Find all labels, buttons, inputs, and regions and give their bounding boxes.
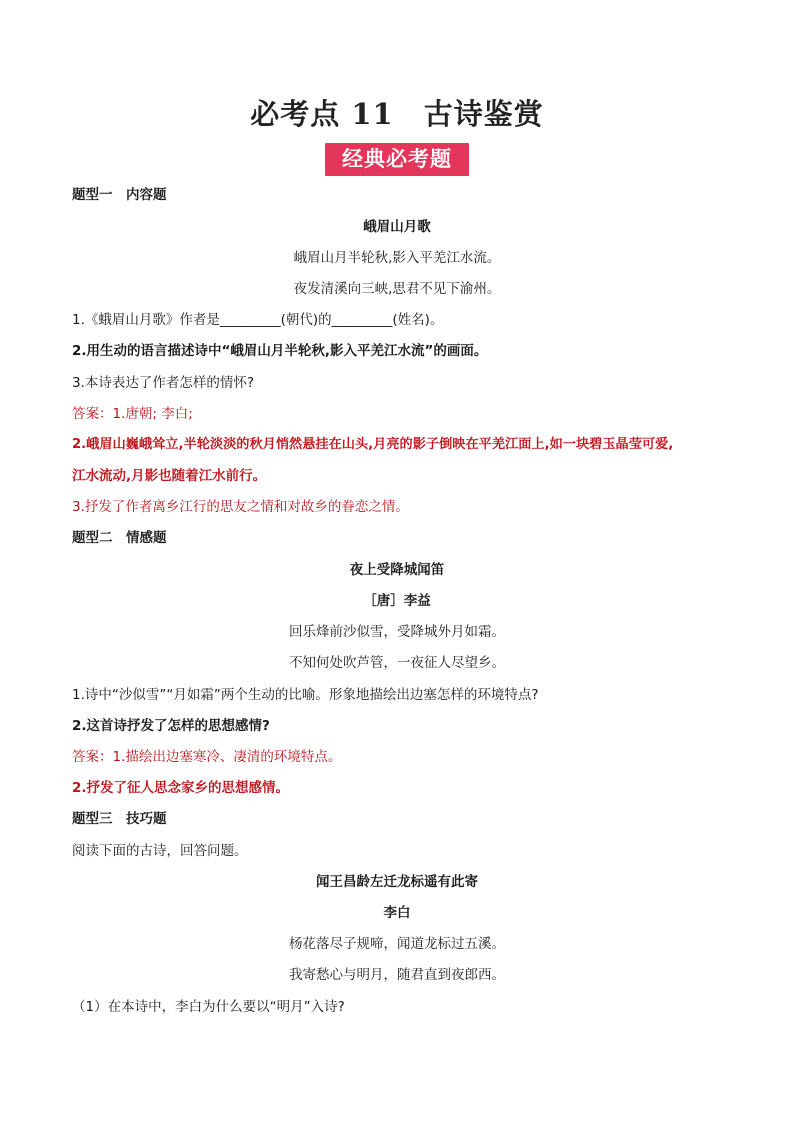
poem-line: 回乐烽前沙似雪，受降城外月如霜。: [289, 624, 505, 640]
page-title: 必考点 11 古诗鉴赏: [250, 97, 544, 131]
section-heading: 题型一 内容题: [72, 187, 167, 203]
poem-author: ［唐］李益: [363, 593, 431, 609]
answer-text: 1.唐朝; 李白;: [112, 406, 193, 422]
classic-questions-badge: 经典必考题: [325, 143, 469, 176]
poem-line: 峨眉山月半轮秋,影入平羌江水流。: [293, 250, 501, 266]
question: 2.这首诗抒发了怎样的思想感情?: [72, 718, 270, 734]
answer-line: [72, 404, 722, 424]
question: 3.本诗表达了作者怎样的情怀?: [72, 375, 255, 391]
poem-author: 李白: [383, 905, 411, 921]
answer-line: 江水流动,月影也随着江水前行。: [72, 468, 267, 484]
poem-title: 夜上受降城闻笛: [349, 562, 445, 578]
poem-line: 夜发清溪向三峡,思君不见下渝州。: [293, 281, 501, 297]
poem-line: 杨花落尽子规啼，闻道龙标过五溪。: [289, 936, 505, 952]
answer-label: 答案：: [72, 749, 113, 765]
instruction: 阅读下面的古诗，回答问题。: [72, 843, 248, 859]
answer-line: 2.抒发了征人思念家乡的思想感情。: [72, 780, 290, 796]
answer-text: 1.描绘出边塞寒冷、凄清的环境特点。: [112, 749, 342, 765]
poem-line: 不知何处吹芦管，一夜征人尽望乡。: [289, 655, 505, 671]
question: 2.用生动的语言描述诗中“峨眉山月半轮秋,影入平羌江水流”的画面。: [72, 343, 488, 359]
answer-line: 2.峨眉山巍峨耸立,半轮淡淡的秋月悄然悬挂在山头,月亮的影子倒映在平羌江面上,如一块碧玉晶莹可爱,: [72, 437, 674, 452]
question: 1.《蛾眉山月歌》作者是_________(朝代)的_________(姓名)。: [72, 312, 444, 328]
answer-line: [72, 747, 722, 767]
section-heading: 题型二 情感题: [72, 530, 167, 546]
answer-label: 答案：: [72, 406, 113, 422]
poem-line: 我寄愁心与明月，随君直到夜郎西。: [289, 967, 505, 983]
poem-title: 闻王昌龄左迁龙标遥有此寄: [316, 874, 478, 890]
question: 1.诗中“沙似雪”“月如霜”两个生动的比喻。形象地描绘出边塞怎样的环境特点?: [72, 687, 539, 703]
answer-line: 3.抒发了作者离乡江行的思友之情和对故乡的眷恋之情。: [72, 499, 409, 515]
poem-title: 峨眉山月歌: [363, 219, 431, 235]
section-heading: 题型三 技巧题: [72, 811, 167, 827]
question: （1）在本诗中，李白为什么要以“明月”入诗?: [72, 999, 345, 1015]
